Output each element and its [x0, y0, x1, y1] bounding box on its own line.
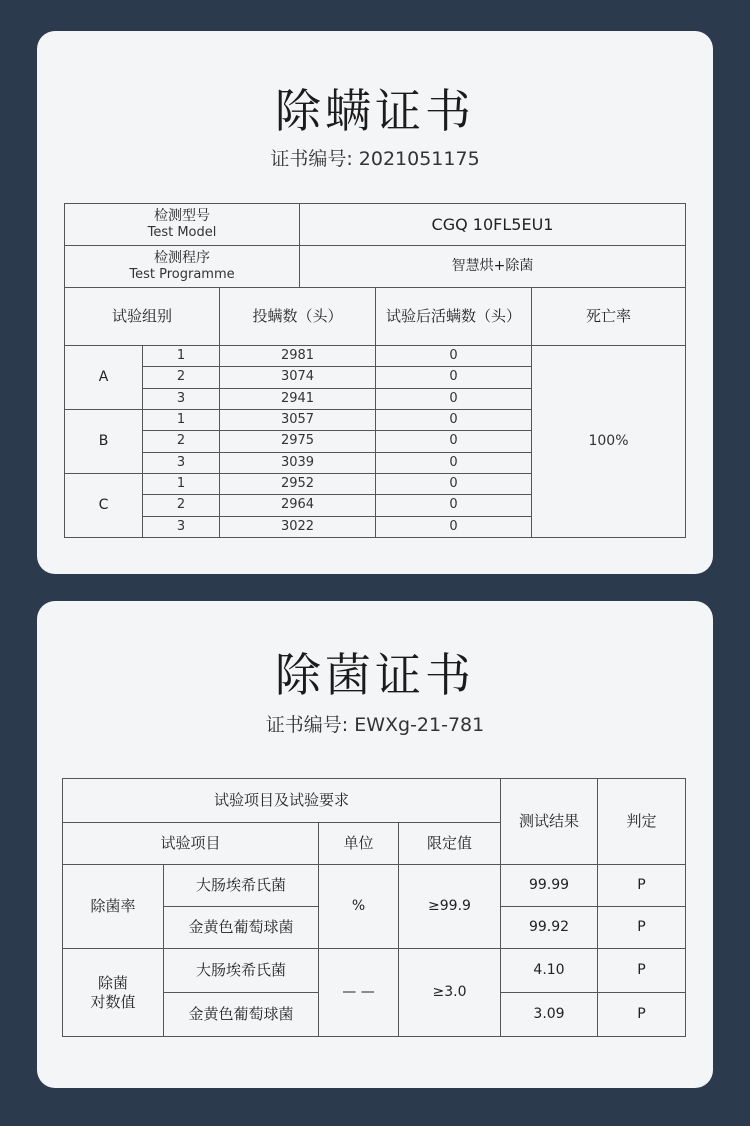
programme-label [65, 246, 300, 288]
rate-unit: % [319, 865, 399, 949]
log-unit: — — [319, 949, 399, 1036]
group-c-row-1-mites: 2952 [220, 474, 376, 495]
log-verdict-2: P [637, 1005, 646, 1022]
log-verdict-1: P [598, 949, 685, 993]
mite-test-table [64, 203, 686, 538]
header-items-requirements: 试验项目及试验要求 [63, 779, 501, 823]
group-b-label: B [65, 410, 143, 474]
test-model-label-en: Test Model [147, 225, 217, 241]
test-model-label [65, 204, 300, 246]
header-mites: 投螨数（头） [220, 288, 376, 346]
programme-label-en: Test Programme [129, 267, 235, 283]
header-mortality: 死亡率 [532, 288, 685, 346]
rate-strain-1: 大肠埃希氏菌 [164, 865, 319, 907]
group-a-row-3-mites: 2941 [220, 389, 376, 410]
group-c-label: C [65, 474, 143, 537]
group-c-row-3-alive: 0 [376, 517, 532, 537]
mite-certificate-card [37, 31, 713, 574]
group-c-row-3-n: 3 [143, 517, 220, 537]
log-result-2: 3.09 [501, 993, 598, 1036]
group-b-row-2-n: 2 [143, 431, 220, 453]
group-a-row-2-n: 2 [143, 367, 220, 389]
rate-result-1: 99.99 [501, 865, 598, 907]
group-b-row-3-alive: 0 [376, 453, 532, 474]
group-a-row-2-alive: 0 [376, 367, 532, 389]
group-b-row-2-alive: 0 [376, 431, 532, 453]
group-a-row-2-mites: 3074 [220, 367, 376, 389]
rate-verdict-2: P [598, 907, 685, 949]
rate-strain-2: 金黄色葡萄球菌 [164, 907, 319, 949]
rate-result-2: 99.92 [501, 907, 598, 949]
mite-cert-title: 除螨证书 [275, 84, 475, 138]
test-model-value: CGQ 10FL5EU1 [300, 204, 685, 246]
log-strain-1: 大肠埃希氏菌 [164, 949, 319, 993]
rate-limit: ≥99.9 [399, 865, 501, 949]
bacteria-cert-title: 除菌证书 [275, 648, 475, 702]
header-limit: 限定值 [399, 823, 501, 865]
group-c-row-1-n: 1 [143, 474, 220, 495]
log-label-line-1: 除菌 [97, 973, 128, 992]
group-c-row-2-alive: 0 [376, 495, 532, 517]
group-b-row-3-n: 3 [143, 453, 220, 474]
group-c-row-3-mites: 3022 [220, 517, 376, 537]
group-a-row-1-n: 1 [143, 346, 220, 367]
header-item: 试验项目 [63, 823, 319, 865]
bacteria-cert-number-value: EWXg-21-781 [354, 714, 485, 736]
group-c-row-2-n: 2 [143, 495, 220, 517]
group-b-row-1-mites: 3057 [220, 410, 376, 431]
header-unit: 单位 [319, 823, 399, 865]
bacteria-test-table [62, 778, 686, 1037]
group-b-row-1-n: 1 [143, 410, 220, 431]
programme-value: 智慧烘+除菌 [300, 246, 685, 288]
header-result: 测试结果 [501, 779, 598, 865]
bacteria-certificate-card [37, 601, 713, 1088]
log-label [63, 949, 164, 1036]
group-c-row-2-mites: 2964 [220, 495, 376, 517]
mortality-value: 100% [588, 432, 629, 449]
group-a-row-1-mites: 2981 [220, 346, 376, 367]
log-result-1: 4.10 [501, 949, 598, 993]
log-label-line-2: 对数值 [90, 992, 136, 1011]
group-a-row-1-alive: 0 [376, 346, 532, 367]
mite-cert-number-label: 证书编号: [270, 148, 353, 170]
bacteria-cert-number-label: 证书编号: [265, 714, 349, 736]
group-b-row-1-alive: 0 [376, 410, 532, 431]
group-b-row-3-mites: 3039 [220, 453, 376, 474]
group-a-row-3-n: 3 [143, 389, 220, 410]
group-a-row-3-alive: 0 [376, 389, 532, 410]
header-verdict: 判定 [598, 779, 685, 865]
mite-cert-number [37, 144, 713, 171]
bacteria-cert-number [37, 710, 713, 737]
rate-verdict-1: P [598, 865, 685, 907]
group-a-label: A [65, 346, 143, 410]
rate-label: 除菌率 [63, 865, 164, 949]
group-b-row-2-mites: 2975 [220, 431, 376, 453]
group-c-row-1-alive: 0 [376, 474, 532, 495]
log-limit: ≥3.0 [399, 949, 501, 1036]
header-alive: 试验后活螨数（头） [376, 288, 532, 346]
mite-cert-number-value: 2021051175 [358, 148, 480, 170]
header-group: 试验组别 [65, 288, 220, 346]
log-strain-2: 金黄色葡萄球菌 [164, 993, 319, 1036]
programme-label-cn: 检测程序 [154, 249, 210, 266]
test-model-label-cn: 检测型号 [154, 207, 210, 224]
